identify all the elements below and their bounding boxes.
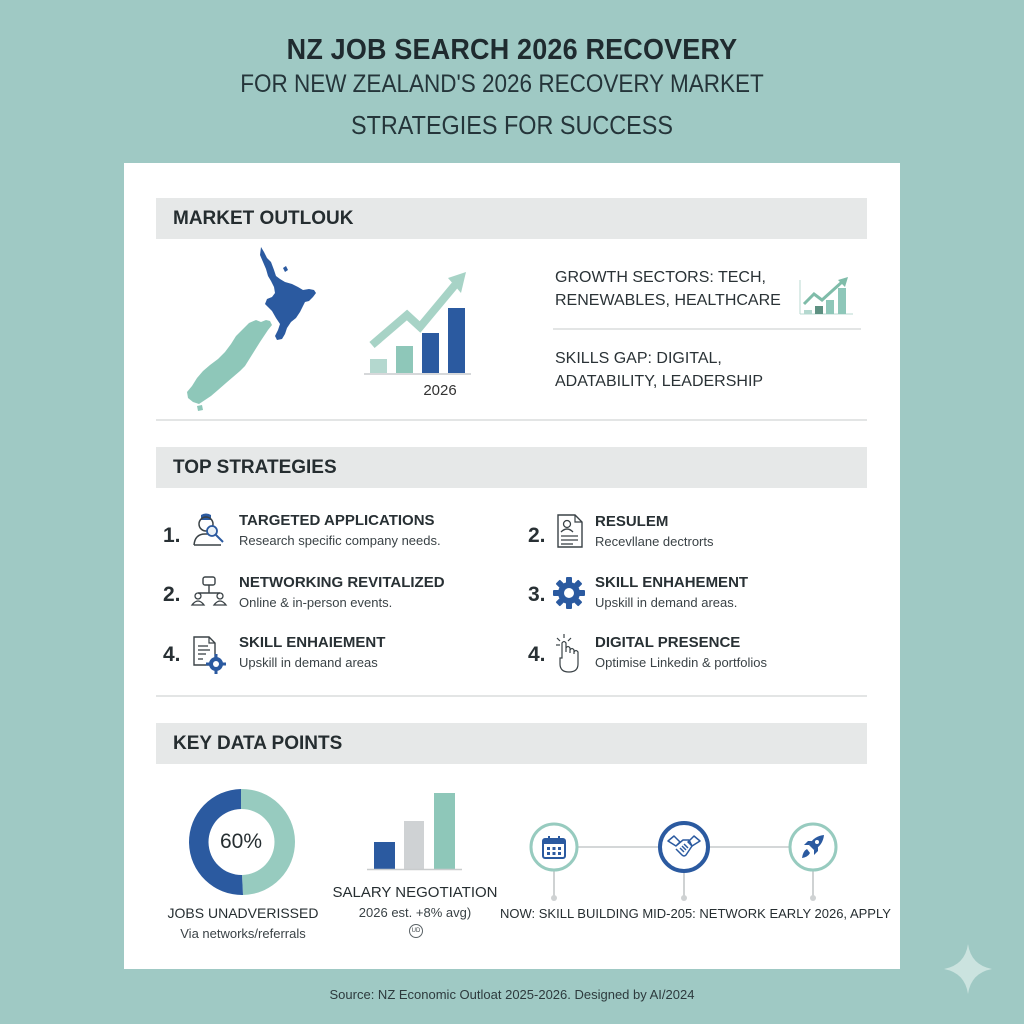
- section-heading: TOP STRATEGIES: [173, 457, 337, 478]
- network-icon: [190, 575, 228, 609]
- growth-chart-icon: [798, 274, 856, 318]
- rocket-icon: [800, 833, 826, 861]
- strategy-title: NETWORKING REVITALIZED: [239, 574, 445, 591]
- timeline-labels: [500, 906, 891, 921]
- skills-gap-text: [555, 347, 763, 393]
- growth-sectors-line1: GROWTH SECTORS: TECH,: [555, 269, 766, 286]
- skills-gap-line1: SKILLS GAP: DIGITAL,: [555, 350, 722, 367]
- strategy-desc: Upskill in demand areas.: [595, 595, 738, 610]
- search-person-icon: [191, 512, 227, 548]
- growth-sectors-text: [555, 266, 781, 312]
- page-tagline: STRATEGIES FOR SUCCESS: [350, 110, 674, 140]
- strategy-number: 2.: [528, 524, 546, 547]
- new-zealand-map-icon: [180, 244, 325, 416]
- section-divider: [156, 419, 867, 421]
- strategy-item: [528, 510, 848, 554]
- strategy-item: [163, 510, 503, 554]
- timeline-step-early: EARLY 2026, APPLY: [769, 906, 891, 921]
- strategy-item: [163, 632, 503, 678]
- market-divider: [553, 328, 861, 330]
- salary-badge: UD: [409, 924, 423, 938]
- source-footer: Source: NZ Economic Outloat 2025-2026. Designed by AI/2024: [329, 987, 695, 1002]
- calendar-icon: [541, 834, 567, 860]
- strategy-title: SKILL ENHAIEMENT: [239, 634, 386, 651]
- salary-negotiation-desc: 2026 est. +8% avg): [358, 905, 472, 920]
- page-title: NZ JOB SEARCH 2026 RECOVERY: [286, 34, 738, 66]
- strategy-number: 4.: [163, 643, 181, 666]
- growth-chart-year-label: 2026: [423, 382, 457, 399]
- salary-bar-chart: [365, 788, 465, 874]
- strategy-title: DIGITAL PRESENCE: [595, 634, 741, 651]
- section-heading: MARKET OUTLOUK: [173, 208, 354, 229]
- strategy-number: 3.: [528, 583, 546, 606]
- strategy-title: TARGETED APPLICATIONS: [239, 512, 435, 529]
- section-key-data-points: [156, 723, 867, 764]
- gear-icon: [552, 576, 586, 610]
- strategy-desc: Optimise Linkedin & portfolios: [595, 655, 767, 670]
- strategy-number: 2.: [163, 583, 181, 606]
- strategy-number: 4.: [528, 643, 546, 666]
- jobs-unadvertised-title: JOBS UNADVERISSED: [167, 905, 319, 921]
- pointer-hand-icon: [554, 632, 584, 674]
- growth-sectors-line2: RENEWABLES, HEALTHCARE: [555, 292, 781, 309]
- strategy-item: [528, 632, 848, 678]
- page-subtitle: FOR NEW ZEALAND'S 2026 RECOVERY MARKET: [240, 70, 764, 98]
- strategy-title: RESULEM: [595, 513, 669, 530]
- strategy-item: [528, 571, 848, 615]
- sparkle-icon: [942, 944, 994, 994]
- timeline-step-now: NOW: SKILL BUILDING: [500, 906, 639, 921]
- section-market-outlook: [156, 198, 867, 239]
- strategy-desc: Research specific company needs.: [239, 533, 441, 548]
- strategy-item: [163, 571, 503, 615]
- donut-center-value: 60%: [219, 830, 263, 853]
- timeline-step-mid: MID-205: NETWORK: [642, 906, 766, 921]
- strategy-desc: Recevllane dectrorts: [595, 534, 714, 549]
- strategy-title: SKILL ENHAHEMENT: [595, 574, 749, 591]
- skills-gap-line2: ADATABILITY, LEADERSHIP: [555, 373, 764, 390]
- strategy-desc: Online & in-person events.: [239, 595, 393, 610]
- growth-bar-chart: [362, 265, 474, 380]
- document-gear-icon: [191, 635, 227, 675]
- section-divider: [156, 695, 867, 697]
- salary-negotiation-title: SALARY NEGOTIATION: [332, 884, 498, 901]
- resume-icon: [556, 513, 584, 549]
- section-top-strategies: [156, 447, 867, 488]
- jobs-unadvertised-desc: Via networks/referrals: [180, 926, 306, 941]
- section-heading: KEY DATA POINTS: [173, 733, 343, 754]
- strategy-desc: Upskill in demand areas: [239, 655, 378, 670]
- handshake-icon: [667, 833, 701, 861]
- strategy-number: 1.: [163, 524, 181, 547]
